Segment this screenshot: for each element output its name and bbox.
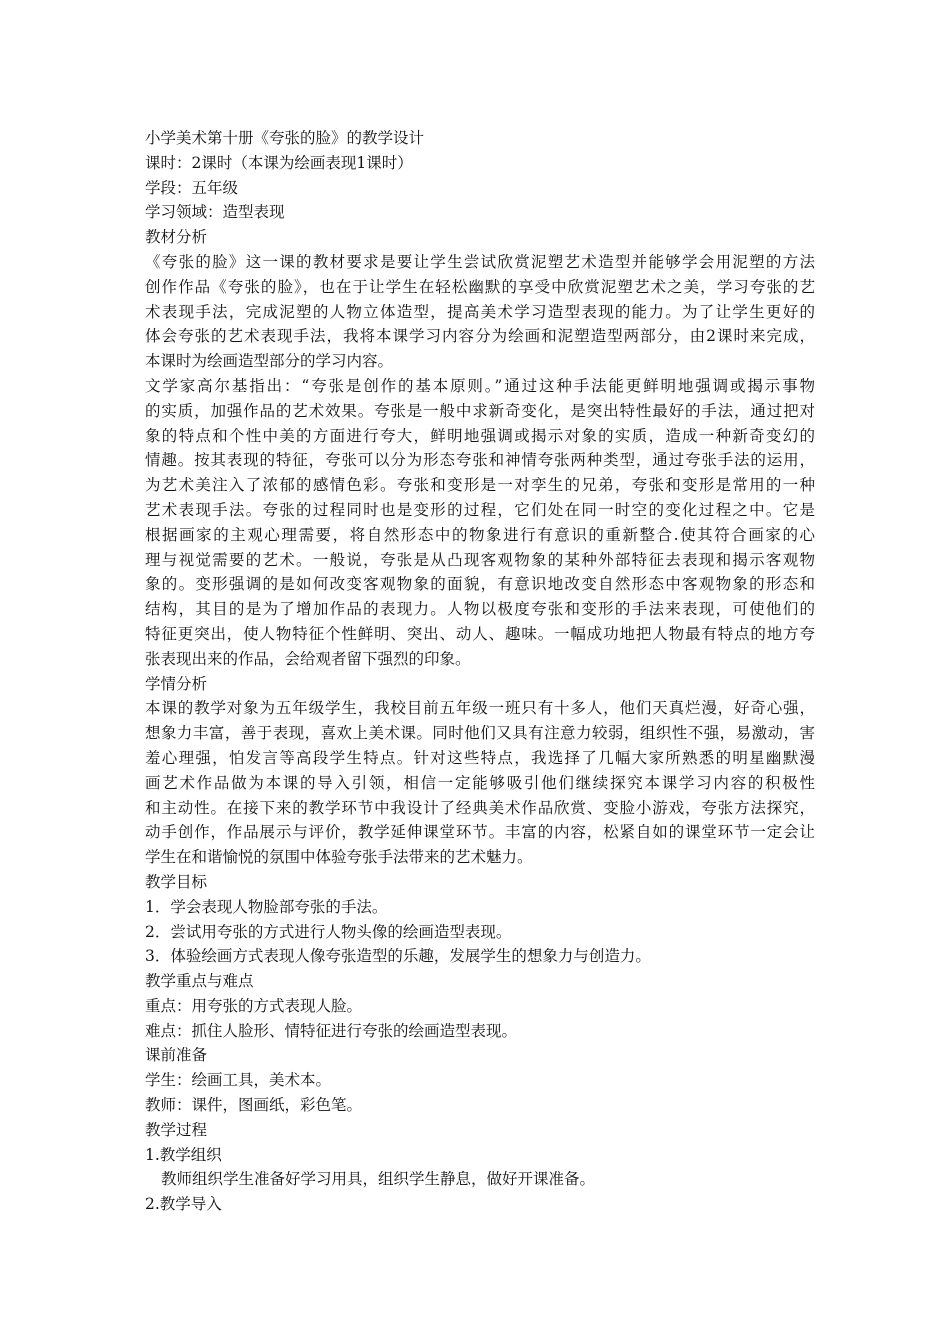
goal-item: 1．学会表现人物脸部夸张的手法。 [145,897,388,916]
paragraph-line: 体会夸张的艺术表现手法，我将本课学习内容分为绘画和泥塑造型两部分，由2课时来完成， [145,327,815,346]
process-step-text: 教师组织学生准备好学习用具，组织学生静息，做好开课准备。 [161,1170,596,1189]
teacher-preparation: 教师：课件，图画纸，彩色笔。 [145,1096,363,1115]
section-heading-teaching-goals: 教学目标 [145,872,208,891]
paragraph-line: 本课时为绘画造型部分的学习内容。 [145,352,394,371]
paragraph-line: 本课的教学对象为五年级学生，我校目前五年级一班只有十多人，他们天真烂漫，好奇心强， [145,699,815,718]
section-heading-key-points: 教学重点与难点 [145,972,254,991]
student-preparation: 学生：绘画工具，美术本。 [145,1071,332,1090]
paragraph-line: 的实质，加强作品的艺术效果。夸张是一般中求新奇变化，是突出特性最好的手法，通过把对 [145,401,815,420]
paragraph-line: 创作作品《夸张的脸》，也在于让学生在轻松幽默的享受中欣赏泥塑艺术之美，学习夸张的艺 [145,277,815,296]
paragraph-line: 文学家高尔基指出：“夸张是创作的基本原则。”通过这种手法能更鲜明地强调或揭示事物 [145,376,815,395]
paragraph-line: 为艺术美注入了浓郁的感情色彩。夸张和变形是一对孪生的兄弟，夸张和变形是常用的一种 [145,476,815,495]
section-heading-teaching-process: 教学过程 [145,1120,208,1139]
goal-item: 3．体验绘画方式表现人像夸张造型的乐趣，发展学生的想象力与创造力。 [145,947,651,966]
process-step-heading: 2.教学导入 [145,1195,222,1214]
key-point: 重点：用夸张的方式表现人脸。 [145,996,363,1015]
paragraph-line: 象的。变形强调的是如何改变客观物象的面貌，有意识地改变自然形态中客观物象的形态和 [145,575,815,594]
paragraph-line: 和主动性。在接下来的教学环节中我设计了经典美术作品欣赏、变脸小游戏，夸张方法探究， [145,798,815,817]
paragraph-line: 张表现出来的作品，会给观者留下强烈的印象。 [145,649,471,668]
paragraph-line: 学生在和谐愉悦的氛围中体验夸张手法带来的艺术魅力。 [145,848,533,867]
paragraph-line: 结构，其目的是为了增加作品的表现力。人物以极度夸张和变形的手法来表现，可使他们的 [145,600,815,619]
paragraph-line: 象的特点和个性中美的方面进行夸大，鲜明地强调或揭示对象的实质，造成一种新奇变幻的 [145,426,815,445]
learning-domain: 学习领域：造型表现 [145,203,285,222]
goal-item: 2．尝试用夸张的方式进行人物头像的绘画造型表现。 [145,922,512,941]
paragraph-line: 术表现手法，完成泥塑的人物立体造型，提高美术学习造型表现的能力。为了让学生更好的 [145,302,815,321]
difficult-point: 难点：抓住人脸形、情特征进行夸张的绘画造型表现。 [145,1021,518,1040]
paragraph-line: 艺术表现手法。夸张的过程同时也是变形的过程，它们处在同一时空的变化过程之中。它是 [145,500,815,519]
paragraph-line: 画艺术作品做为本课的导入引领，相信一定能够吸引他们继续探究本课学习内容的积极性 [145,773,815,792]
paragraph-line: 理与视觉需要的艺术。一般说，夸张是从凸现客观物象的某种外部特征去表现和揭示客观物 [145,550,815,569]
paragraph-line: 情趣。按其表现的特征，夸张可以分为形态夸张和神情夸张两种类型，通过夸张手法的运用， [145,451,815,470]
section-heading-textbook-analysis: 教材分析 [145,228,208,247]
grade-level: 学段：五年级 [145,178,239,197]
class-hours: 课时：2课时（本课为绘画表现1课时） [145,153,413,172]
paragraph-line: 根据画家的主观心理需要，将自然形态中的物象进行有意识的重新整合.使其符合画家的心 [145,525,815,544]
section-heading-preparation: 课前准备 [145,1046,208,1065]
paragraph-line: 羞心理强，怕发言等高段学生特点。针对这些特点，我选择了几幅大家所熟悉的明星幽默漫 [145,748,815,767]
paragraph-line: 想象力丰富，善于表现，喜欢上美术课。同时他们又具有注意力较弱，组织性不强，易激动，害 [145,724,815,743]
paragraph-line: 动手创作，作品展示与评价，教学延伸课堂环节。丰富的内容，松紧自如的课堂环节一定会让 [145,823,815,842]
document-page [145,126,815,1217]
process-step-heading: 1.教学组织 [145,1145,222,1164]
paragraph-line: 特征更突出，使人物特征个性鲜明、突出、动人、趣味。一幅成功地把人物最有特点的地方夸 [145,624,815,643]
paragraph-line: 《夸张的脸》这一课的教材要求是要让学生尝试欣赏泥塑艺术造型并能够学会用泥塑的方法 [145,252,815,271]
section-heading-student-analysis: 学情分析 [145,674,208,693]
document-title: 小学美术第十册《夸张的脸》的教学设计 [145,129,425,147]
